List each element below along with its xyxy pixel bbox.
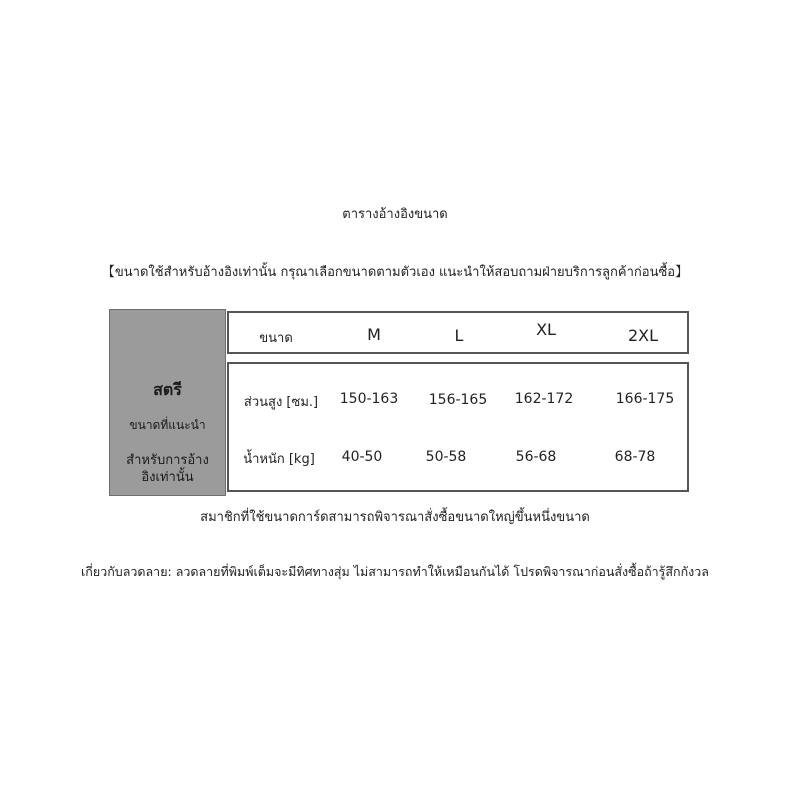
height-2xl: 166-175	[615, 391, 675, 407]
reference-only-line1: สำหรับการอ้าง	[126, 453, 209, 468]
weight-row-label: น้ำหนัก [kg]	[243, 452, 315, 467]
size-l: L	[454, 326, 464, 345]
weight-l: 50-58	[425, 449, 467, 465]
height-xl: 162-172	[514, 391, 574, 407]
size-body-box	[227, 362, 689, 492]
weight-2xl: 68-78	[614, 449, 656, 465]
size-header-label: ขนาด	[259, 331, 293, 346]
weight-m: 40-50	[341, 449, 383, 465]
recommended-size-label: ขนาดที่แนะนำ	[129, 418, 206, 432]
reference-only-line2: อิงเท่านั้น	[141, 470, 194, 485]
reference-notice: 【ขนาดใช้สำหรับอ้างอิงเท่านั้น กรุณาเลือกขนาดตามตัวเอง แนะนำให้สอบถามฝ่ายบริการลูกค้าก่อนซื้อ】	[101, 265, 689, 280]
size-2xl: 2XL	[627, 326, 659, 345]
size-xl: XL	[536, 320, 556, 339]
height-row-label: ส่วนสูง [ซม.]	[243, 395, 319, 410]
weight-xl: 56-68	[515, 449, 557, 465]
reference-only-label	[110, 452, 225, 486]
member-note: สมาชิกที่ใช้ขนาดการ์ดสามารถพิจารณาสั่งซื้อขนาดใหญ่ขึ้นหนึ่งขนาด	[200, 510, 590, 525]
category-title: สตรี	[153, 380, 182, 399]
height-m: 150-163	[339, 391, 399, 407]
pattern-note: เกี่ยวกับลวดลาย: ลวดลายที่พิมพ์เต็มจะมีทิศทางสุ่ม ไม่สามารถทำให้เหมือนกันได้ โปรดพิจารณาก่อนสั่งซื้อถ้ารู้สึกกังวล	[81, 564, 709, 579]
height-l: 156-165	[428, 392, 488, 408]
category-panel	[109, 309, 226, 496]
page-title: ตารางอ้างอิงขนาด	[342, 207, 448, 222]
size-m: M	[367, 325, 381, 344]
